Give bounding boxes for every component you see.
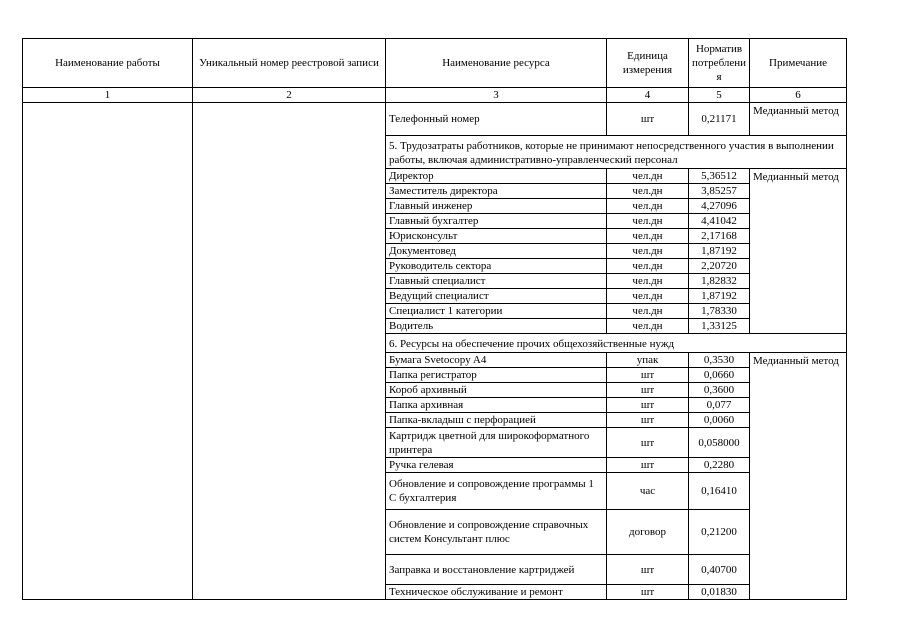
resource-norm: 0,3600 [689,383,750,398]
header-registry-number: Уникальный номер реестровой записи [193,39,386,88]
header-unit: Единица измерения [607,39,689,88]
resource-name: Бумага Svetocopy A4 [386,353,607,368]
section-5-title: 5. Трудозатраты работников, которые не принимают непосредственного участия в выполнении работы, включая административно-управленческий персонал [386,136,847,169]
resource-unit: чел.дн [607,319,689,334]
resource-norm: 0,2280 [689,458,750,473]
index-row [23,88,847,103]
resource-unit: час [607,473,689,510]
resource-unit: чел.дн [607,289,689,304]
resource-name: Руководитель сектора [386,259,607,274]
resource-unit: чел.дн [607,184,689,199]
resource-norm: 1,78330 [689,304,750,319]
resource-name: Телефонный номер [386,103,607,136]
resource-name: Директор [386,169,607,184]
resource-unit: шт [607,428,689,458]
resource-unit: шт [607,398,689,413]
index-cell: 5 [689,88,750,103]
resource-norm: 1,87192 [689,289,750,304]
resource-norm: 0,058000 [689,428,750,458]
resource-name: Обновление и сопровождение программы 1 С бухгалтерия [386,473,607,510]
resource-unit: чел.дн [607,199,689,214]
resource-name: Обновление и сопровождение справочных систем Консультант плюс [386,510,607,555]
resource-norm: 1,87192 [689,244,750,259]
resource-unit: чел.дн [607,229,689,244]
resource-unit: чел.дн [607,169,689,184]
resource-unit: шт [607,413,689,428]
resource-norm: 0,0060 [689,413,750,428]
resource-norm: 0,0660 [689,368,750,383]
resource-norm: 0,3530 [689,353,750,368]
section-6-note: Медианный метод [750,353,847,600]
resource-unit: чел.дн [607,214,689,229]
resource-unit: договор [607,510,689,555]
resource-unit: шт [607,585,689,600]
header-note: Примечание [750,39,847,88]
resource-name: Техническое обслуживание и ремонт [386,585,607,600]
resource-unit: шт [607,103,689,136]
resource-unit: шт [607,458,689,473]
resource-norm: 0,01830 [689,585,750,600]
resource-unit: чел.дн [607,274,689,289]
resource-name: Папка архивная [386,398,607,413]
resource-name: Юрисконсульт [386,229,607,244]
resource-name: Документовед [386,244,607,259]
work-name-cell [23,103,193,600]
resource-norms-table [22,38,847,600]
resource-name: Главный специалист [386,274,607,289]
resource-note: Медианный метод [750,103,847,136]
resource-norm: 0,40700 [689,555,750,585]
resource-norm: 3,85257 [689,184,750,199]
index-cell: 1 [23,88,193,103]
resource-unit: шт [607,368,689,383]
header-resource-name: Наименование ресурса [386,39,607,88]
resource-name: Картридж цветной для широкоформатного принтера [386,428,607,458]
header-row [23,39,847,88]
header-norm: Норматив потреблени я [689,39,750,88]
index-cell: 2 [193,88,386,103]
index-cell: 6 [750,88,847,103]
header-work-name: Наименование работы [23,39,193,88]
resource-name: Главный бухгалтер [386,214,607,229]
resource-norm: 0,21200 [689,510,750,555]
resource-name: Короб архивный [386,383,607,398]
phone-row [23,103,847,136]
resource-name: Ведущий специалист [386,289,607,304]
resource-unit: чел.дн [607,304,689,319]
resource-norm: 4,41042 [689,214,750,229]
resource-name: Главный инженер [386,199,607,214]
resource-unit: чел.дн [607,259,689,274]
resource-norm: 2,20720 [689,259,750,274]
index-cell: 3 [386,88,607,103]
registry-number-cell [193,103,386,600]
resource-norm: 0,16410 [689,473,750,510]
resource-unit: упак [607,353,689,368]
resource-unit: шт [607,555,689,585]
resource-name: Папка регистратор [386,368,607,383]
resource-name: Папка-вкладыш с перфорацией [386,413,607,428]
resource-norm: 2,17168 [689,229,750,244]
resource-name: Водитель [386,319,607,334]
resource-norm: 1,82832 [689,274,750,289]
resource-name: Заместитель директора [386,184,607,199]
resource-norm: 4,27096 [689,199,750,214]
section-6-title: 6. Ресурсы на обеспечение прочих общехозяйственные нужд [386,334,847,353]
resource-norm: 5,36512 [689,169,750,184]
resource-norm: 0,21171 [689,103,750,136]
section-5-note: Медианный метод [750,169,847,334]
index-cell: 4 [607,88,689,103]
resource-norm: 0,077 [689,398,750,413]
resource-name: Специалист 1 категории [386,304,607,319]
resource-name: Заправка и восстановление картриджей [386,555,607,585]
resource-unit: чел.дн [607,244,689,259]
resource-norm: 1,33125 [689,319,750,334]
resource-unit: шт [607,383,689,398]
resource-name: Ручка гелевая [386,458,607,473]
